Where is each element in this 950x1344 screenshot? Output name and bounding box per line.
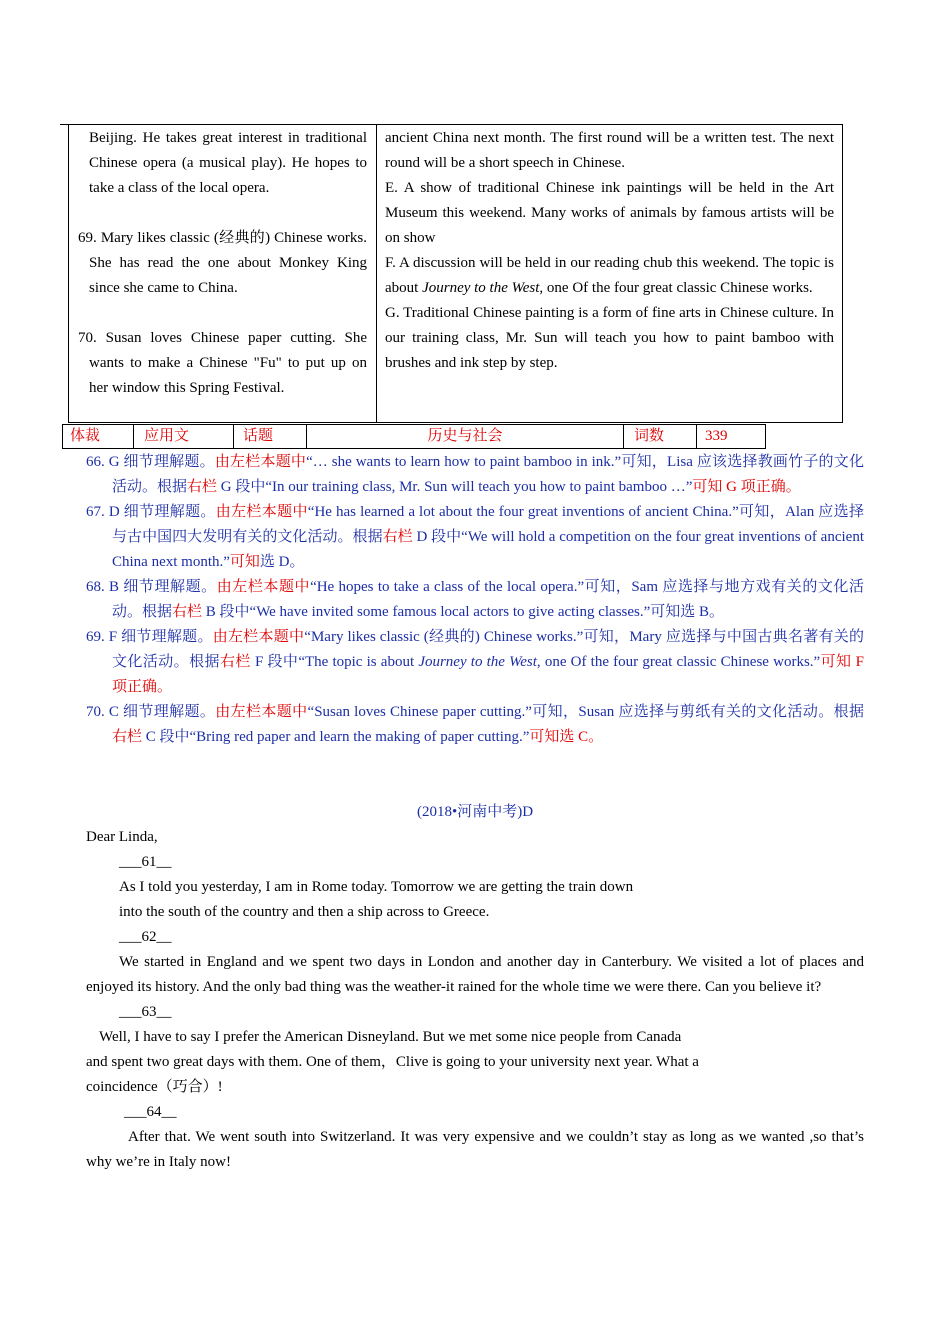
blank-62: ___62__ bbox=[119, 929, 172, 945]
paragraph-63-line1: Well, I have to say I prefer the American Disneyland. But we met some nice people from Canada bbox=[99, 1029, 682, 1045]
answer-67: 67. D 细节理解题。由左栏本题中“He has learned a lot about the four great inventions of ancient China.”可知，Alan 应选择与古中国四大发明有关的文化活动。根据右栏 D 段中“We will hold a competition on the four great inventions of ancient China next month.”可知选 D。 bbox=[86, 504, 864, 570]
left-item-68-cont: Beijing. He takes great interest in traditional Chinese opera (a musical play). He hopes to take a class of the local opera. bbox=[89, 130, 367, 196]
meta-row bbox=[62, 424, 766, 449]
wordcount-label: 词数 bbox=[624, 425, 697, 448]
blank-64: ___64__ bbox=[124, 1104, 177, 1120]
topic-label: 话题 bbox=[234, 425, 307, 448]
right-item-d-cont: ancient China next month. The first round will be a written test. The next round will be a short speech in Chinese. bbox=[385, 130, 834, 171]
table-right-column bbox=[385, 126, 834, 376]
right-item-g: G. Traditional Chinese painting is a form of fine arts in Chinese culture. In our training class, Mr. Sun will teach you how to paint bamboo with brushes and ink step by step. bbox=[385, 305, 834, 371]
wordcount-value: 339 bbox=[705, 428, 728, 444]
genre-value: 应用文 bbox=[134, 425, 234, 448]
paragraph-63-line3: coincidence（巧合）! bbox=[86, 1079, 223, 1095]
topic-value: 历史与社会 bbox=[307, 425, 624, 448]
blank-63: ___63__ bbox=[119, 1004, 172, 1020]
paragraph-63-line2: and spent two great days with them. One of them，Clive is going to your university next year. What a bbox=[86, 1054, 699, 1070]
answer-68: 68. B 细节理解题。由左栏本题中“He hopes to take a class of the local opera.”可知，Sam 应选择与地方戏有关的文化活动。根据右栏 B 段中“We have invited some famous local actors to give acting classes.”可知选 B。 bbox=[86, 579, 864, 620]
right-item-f bbox=[385, 251, 834, 301]
paragraph-61-line2: into the south of the country and then a ship across to Greece. bbox=[119, 904, 490, 920]
table-column-divider bbox=[376, 125, 377, 422]
section-source-heading: (2018•河南中考)D bbox=[416, 804, 534, 820]
table-corner-mark bbox=[60, 124, 68, 125]
blank-61: ___61__ bbox=[119, 854, 172, 870]
right-item-e: E. A show of traditional Chinese ink paintings will be held in the Art Museum this weekend. Many works of animals by famous artists will be on show bbox=[385, 180, 834, 246]
right-item-f-text: F. A discussion will be held in our reading chub this weekend. The topic is about bbox=[385, 255, 834, 296]
answer-70: 70. C 细节理解题。由左栏本题中“Susan loves Chinese paper cutting.”可知，Susan 应选择与剪纸有关的文化活动。根据右栏 C 段中“Bring red paper and learn the making of paper cutting.”可知选 C。 bbox=[86, 704, 864, 745]
letter-passage bbox=[86, 825, 864, 1175]
left-item-70: 70. Susan loves Chinese paper cutting. She wants to make a Chinese "Fu" to put up on her window this Spring Festival. bbox=[78, 330, 367, 396]
letter-greeting: Dear Linda, bbox=[86, 829, 158, 845]
paragraph-61-line1: As I told you yesterday, I am in Rome today. Tomorrow we are getting the train down bbox=[119, 879, 634, 895]
paragraph-64: After that. We went south into Switzerland. It was very expensive and we couldn’t stay as long as we wanted ,so that’s why we’re in Italy now! bbox=[86, 1129, 864, 1170]
answer-66: 66. G 细节理解题。由左栏本题中“… she wants to learn how to paint bamboo in ink.”可知，Lisa 应该选择教画竹子的文化活动。根据右栏 G 段中“In our training class, Mr. Sun will teach you how to paint bamboo …”可知 G 项正确。 bbox=[86, 454, 864, 495]
paragraph-62: We started in England and we spent two days in London and another day in Canterbury. We visited a lot of places and enjoyed its history. And the only bad thing was the weather-it rained for the whole time we were there. Can you believe it? bbox=[86, 954, 864, 995]
left-item-69: 69. Mary likes classic (经典的) Chinese works. She has read the one about Monkey King since she came to China. bbox=[78, 230, 367, 296]
genre-label: 体裁 bbox=[63, 425, 134, 448]
answer-69: 69. F 细节理解题。由左栏本题中“Mary likes classic (经典的) Chinese works.”可知，Mary 应选择与中国古典名著有关的文化活动。根据右栏 F 段中“The topic is about Journey to the West, one Of the four great classic Chinese works.”可知 F 项正确。 bbox=[86, 629, 864, 695]
answer-explanations bbox=[86, 450, 864, 750]
table-left-column bbox=[76, 126, 367, 401]
right-item-f-text-end: , one Of the four great classic Chinese works. bbox=[539, 280, 813, 296]
book-title: Journey to the West bbox=[422, 280, 540, 296]
